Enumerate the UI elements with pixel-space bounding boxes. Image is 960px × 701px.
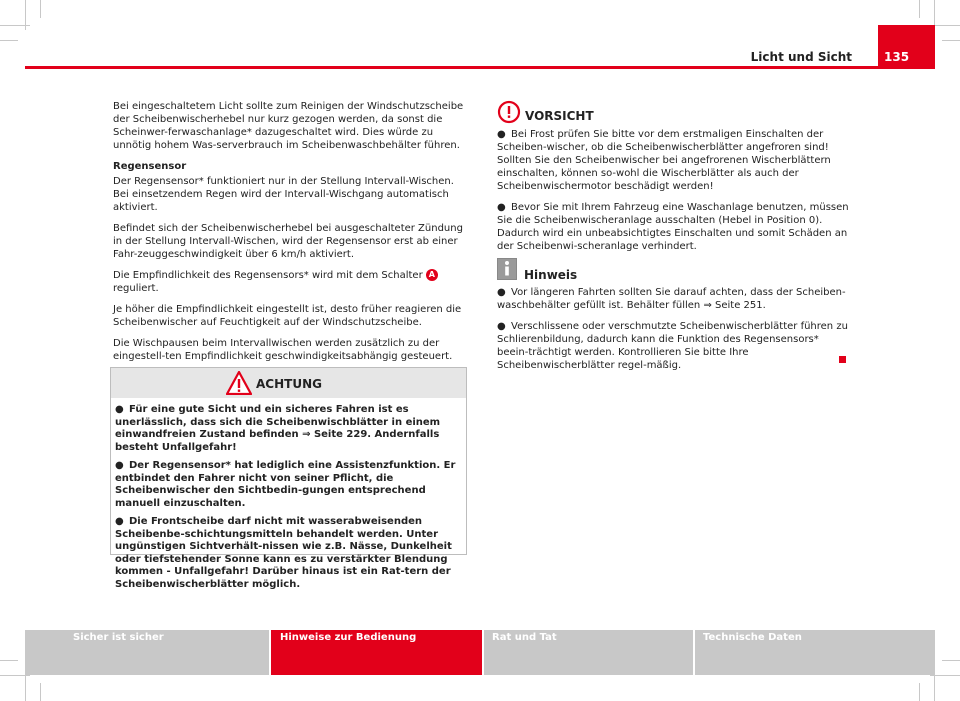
footer-divider [693, 630, 695, 675]
paragraph: Die Wischpausen beim Intervallwischen werden zusätzlich zu der eingestell-ten Empfindlichkeit geschwindigkeitsabhängig gesteuert. [113, 338, 453, 362]
warning-triangle-icon [226, 371, 252, 395]
footer-tab-advice[interactable] [483, 630, 694, 675]
footer-tab-operation[interactable] [270, 630, 483, 675]
bullet: ● [497, 202, 506, 213]
footer-divider [482, 630, 484, 675]
caution-body [497, 128, 852, 261]
bullet: ● [115, 516, 124, 527]
crop-mark [0, 40, 18, 41]
control-marker-a: A [426, 269, 438, 281]
crop-mark [942, 40, 960, 41]
caution-circle-icon [497, 100, 521, 124]
crop-mark [0, 660, 18, 661]
footer-tab-label: Hinweise zur Bedienung [280, 632, 417, 643]
paragraph-text: Die Empfindlichkeit des Regensensors* wird mit dem Schalter [113, 270, 423, 281]
subheading: Regensensor [113, 161, 187, 172]
bullet: ● [497, 287, 506, 298]
list-item: ● Bei Frost prüfen Sie bitte vor dem erstmaligen Einschalten der Scheiben-wischer, ob die Scheibenwischerblätter angefroren sind! Sollten Sie den Scheibenwischer bei angefrorenen Wischerblättern einschalten, können so-wohl die Wischerblätter als auch der Scheibenwischermotor beschädigt werden! [497, 129, 831, 192]
caution-title: VORSICHT [525, 109, 594, 123]
crop-mark [942, 660, 960, 661]
warning-body [111, 398, 466, 591]
crop-mark [0, 25, 30, 26]
section-end-mark [839, 356, 846, 363]
bullet: ● [497, 321, 506, 332]
crop-mark [0, 675, 30, 676]
footer-tab-technical-data[interactable] [694, 630, 935, 675]
paragraph [113, 269, 468, 295]
paragraph-text: reguliert. [113, 283, 159, 294]
warning-title: ACHTUNG [256, 377, 322, 391]
crop-mark [40, 683, 41, 701]
bullet: ● [115, 404, 124, 415]
paragraph: Je höher die Empfindlichkeit eingestellt ist, desto früher reagieren die Scheibenwischer auf Feuchtigkeit auf der Windschutzscheibe. [113, 304, 462, 328]
paragraph: Bei eingeschaltetem Licht sollte zum Reinigen der Windschutzscheibe der Scheibenwischerhebel nur kurz gezogen werden, da sonst die Scheinwer-ferwaschanlage* dazugeschaltet wird. Dies würde zu unnötig hohem Was-serverbrauch im Scheibenwaschbehälter führen. [113, 101, 464, 151]
note-body [497, 286, 852, 380]
list-item: ● Verschlissene oder verschmutzte Scheibenwischerblätter führen zu Schlierenbildung, dadurch kann die Funktion des Regensensors* beein-trächtigt werden. Kontrollieren Sie bitte Ihre Scheibenwischerblätter regel-mäßig. [497, 321, 848, 371]
footer-tab-label: Sicher ist sicher [73, 632, 164, 643]
list-item: ● Für eine gute Sicht und ein sicheres Fahren ist es unerlässlich, dass sich die Scheibenwischblätter in einem einwandfreien Zustand befinden ⇒ Seite 229. Andernfalls besteht Unfallgefahr! [115, 404, 441, 453]
crop-mark [919, 683, 920, 701]
crop-mark [930, 675, 960, 676]
bullet: ● [497, 129, 506, 140]
footer-tab-label: Rat und Tat [492, 632, 557, 643]
note-info-icon [497, 258, 517, 280]
list-item: ● Vor längeren Fahrten sollten Sie darauf achten, dass der Scheiben-waschbehälter gefüllt ist. Behälter füllen ⇒ Seite 251. [497, 287, 846, 311]
section-title: Licht und Sicht [750, 50, 852, 64]
crop-mark [40, 0, 41, 18]
list-item: ● Die Frontscheibe darf nicht mit wasserabweisenden Scheibenbe-schichtungsmitteln behandelt werden. Unter ungünstigen Sichtverhält-nissen wie z.B. Nässe, Dunkelheit oder tiefstehender Sonne kann es zu verstärkter Blendung kommen - Unfallgefahr! Darüber hinaus ist ein Rat-tern der Scheibenwischerblätter möglich. [115, 516, 452, 590]
list-item: ● Bevor Sie mit Ihrem Fahrzeug eine Waschanlage benutzen, müssen Sie die Scheibenwischeranlage ausschalten (Hebel in Position 0). Dadurch wird ein unbeabsichtigtes Einschalten und somit Schäden an der Scheibenwi-scheranlage verhindert. [497, 202, 849, 252]
bullet: ● [115, 460, 124, 471]
footer-tab-safety[interactable] [25, 630, 270, 675]
page-number: 135 [878, 25, 935, 67]
footer-tab-label: Technische Daten [703, 632, 802, 643]
paragraph: Der Regensensor* funktioniert nur in der Stellung Intervall-Wischen. Bei einsetzendem Regen wird der Intervall-Wischgang automatisch aktiviert. [113, 176, 454, 213]
note-title: Hinweis [524, 268, 578, 282]
crop-mark [919, 0, 920, 18]
footer-divider [269, 630, 271, 675]
list-item: ● Der Regensensor* hat lediglich eine Assistenzfunktion. Er entbindet den Fahrer nicht von seiner Pflicht, die Scheibenwischer den Sichtbedin-gungen entsprechend manuell einzuschalten. [115, 460, 456, 509]
warning-box [110, 367, 467, 590]
left-column [113, 100, 468, 371]
warning-header [111, 368, 466, 398]
paragraph: Befindet sich der Scheibenwischerhebel bei ausgeschalteter Zündung in der Stellung Intervall-Wischen, wird der Regensensor erst ab einer Fahr-zeuggeschwindigkeit über 6 km/h aktiviert. [113, 223, 463, 260]
header-rule [25, 66, 935, 69]
